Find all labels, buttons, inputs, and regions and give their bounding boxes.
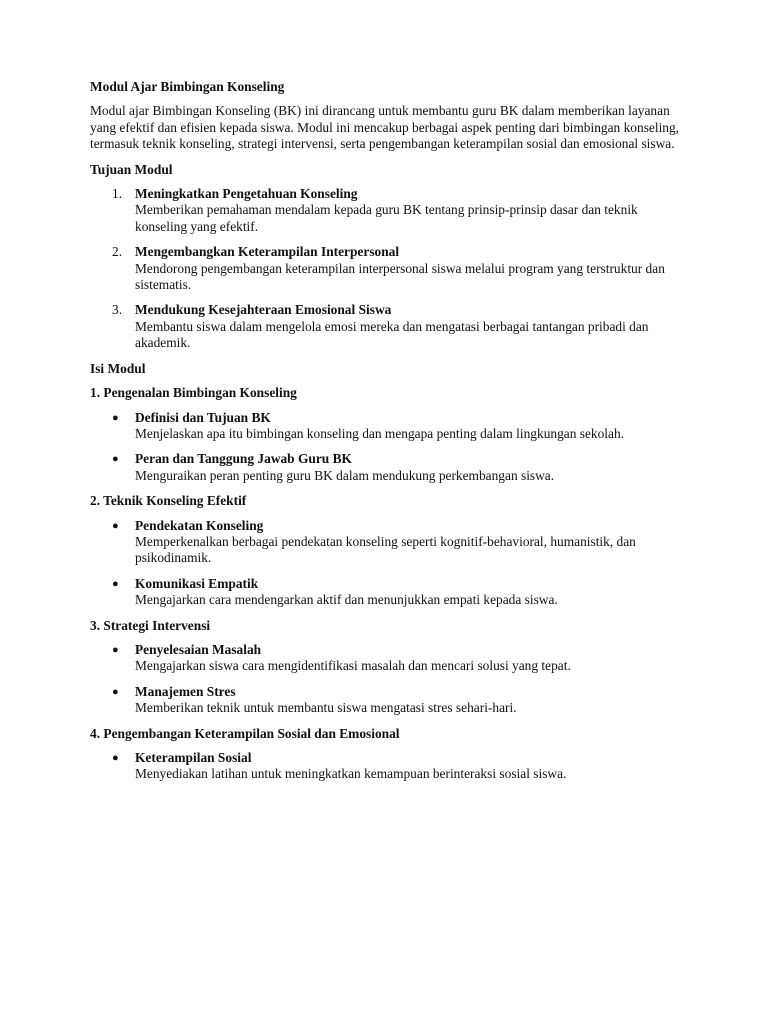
goal-item (90, 244, 690, 293)
goal-number: 2. (112, 244, 123, 260)
bullet-icon: ● (112, 643, 119, 656)
item-description: Mengajarkan cara mendengarkan aktif dan menunjukkan empati kepada siswa. (135, 592, 558, 608)
goal-description: Membantu siswa dalam mengelola emosi mereka dan mengatasi berbagai tantangan pribadi dan akademik. (135, 318, 649, 351)
document-title: Modul Ajar Bimbingan Konseling (90, 79, 285, 94)
item-description: Menjelaskan apa itu bimbingan konseling dan mengapa penting dalam lingkungan sekolah. (135, 425, 625, 441)
item-description: Mengajarkan siswa cara mengidentifikasi masalah dan mencari solusi yang tepat. (135, 658, 571, 674)
item-title: Manajemen Stres (135, 683, 236, 699)
bullet-icon: ● (112, 519, 119, 532)
goal-item (90, 186, 690, 235)
document-page (90, 79, 690, 792)
goal-number: 3. (112, 302, 123, 318)
section-heading: 2. Teknik Konseling Efektif (90, 493, 247, 509)
section-heading: 3. Strategi Intervensi (90, 617, 211, 633)
item-title: Penyelesaian Masalah (135, 641, 262, 657)
bullet-icon: ● (112, 411, 119, 424)
item-description: Menguraikan peran penting guru BK dalam mendukung perkembangan siswa. (135, 467, 555, 483)
intro-paragraph: Modul ajar Bimbingan Konseling (BK) ini dirancang untuk membantu guru BK dalam memberikan layanan yang efektif dan efisien kepada siswa. Modul ini mencakup berbagai aspek penting dari bimbingan konseling, termasuk teknik konseling, strategi intervensi, serta pengembangan keterampilan sosial dan emosional siswa. (90, 103, 680, 152)
list-item (90, 576, 690, 609)
item-title: Keterampilan Sosial (135, 750, 252, 765)
item-title: Pendekatan Konseling (135, 517, 264, 533)
item-description: Menyediakan latihan untuk meningkatkan kemampuan berinteraksi sosial siswa. (135, 766, 567, 782)
item-title: Definisi dan Tujuan BK (135, 409, 271, 425)
goal-title: Mengembangkan Keterampilan Interpersonal (135, 244, 400, 260)
section-heading: 4. Pengembangan Keterampilan Sosial dan Emosional (90, 725, 400, 741)
item-title: Komunikasi Empatik (135, 575, 259, 591)
item-title: Peran dan Tanggung Jawab Guru BK (135, 451, 352, 467)
item-description: Memberikan teknik untuk membantu siswa mengatasi stres sehari-hari. (135, 700, 517, 716)
bullet-icon: ● (112, 685, 119, 698)
section-heading: 1. Pengenalan Bimbingan Konseling (90, 385, 297, 401)
goal-description: Memberikan pemahaman mendalam kepada guru BK tentang prinsip-prinsip dasar dan teknik konseling yang efektif. (135, 202, 638, 234)
goal-title: Meningkatkan Pengetahuan Konseling (135, 186, 358, 202)
list-item (90, 410, 690, 443)
content-heading: Isi Modul (90, 360, 146, 376)
list-item (90, 518, 690, 567)
section-list (90, 410, 690, 485)
goal-number: 1. (112, 186, 123, 202)
list-item (90, 684, 690, 717)
list-item (90, 451, 690, 484)
bullet-icon: ● (112, 752, 119, 764)
goal-description: Mendorong pengembangan keterampilan interpersonal siswa melalui program yang terstruktur dan sistematis. (135, 260, 665, 293)
goals-heading: Tujuan Modul (90, 161, 173, 177)
section-list (90, 750, 690, 783)
goal-item (90, 302, 690, 351)
item-description: Memperkenalkan berbagai pendekatan konseling seperti kognitif-behavioral, humanistik, dan psikodinamik. (135, 533, 636, 566)
list-item (90, 642, 690, 675)
bullet-icon: ● (112, 453, 119, 466)
goals-list (90, 186, 690, 352)
bullet-icon: ● (112, 577, 119, 590)
section-list (90, 642, 690, 717)
list-item (90, 750, 690, 783)
goal-title: Mendukung Kesejahteraan Emosional Siswa (135, 302, 392, 318)
section-list (90, 518, 690, 609)
